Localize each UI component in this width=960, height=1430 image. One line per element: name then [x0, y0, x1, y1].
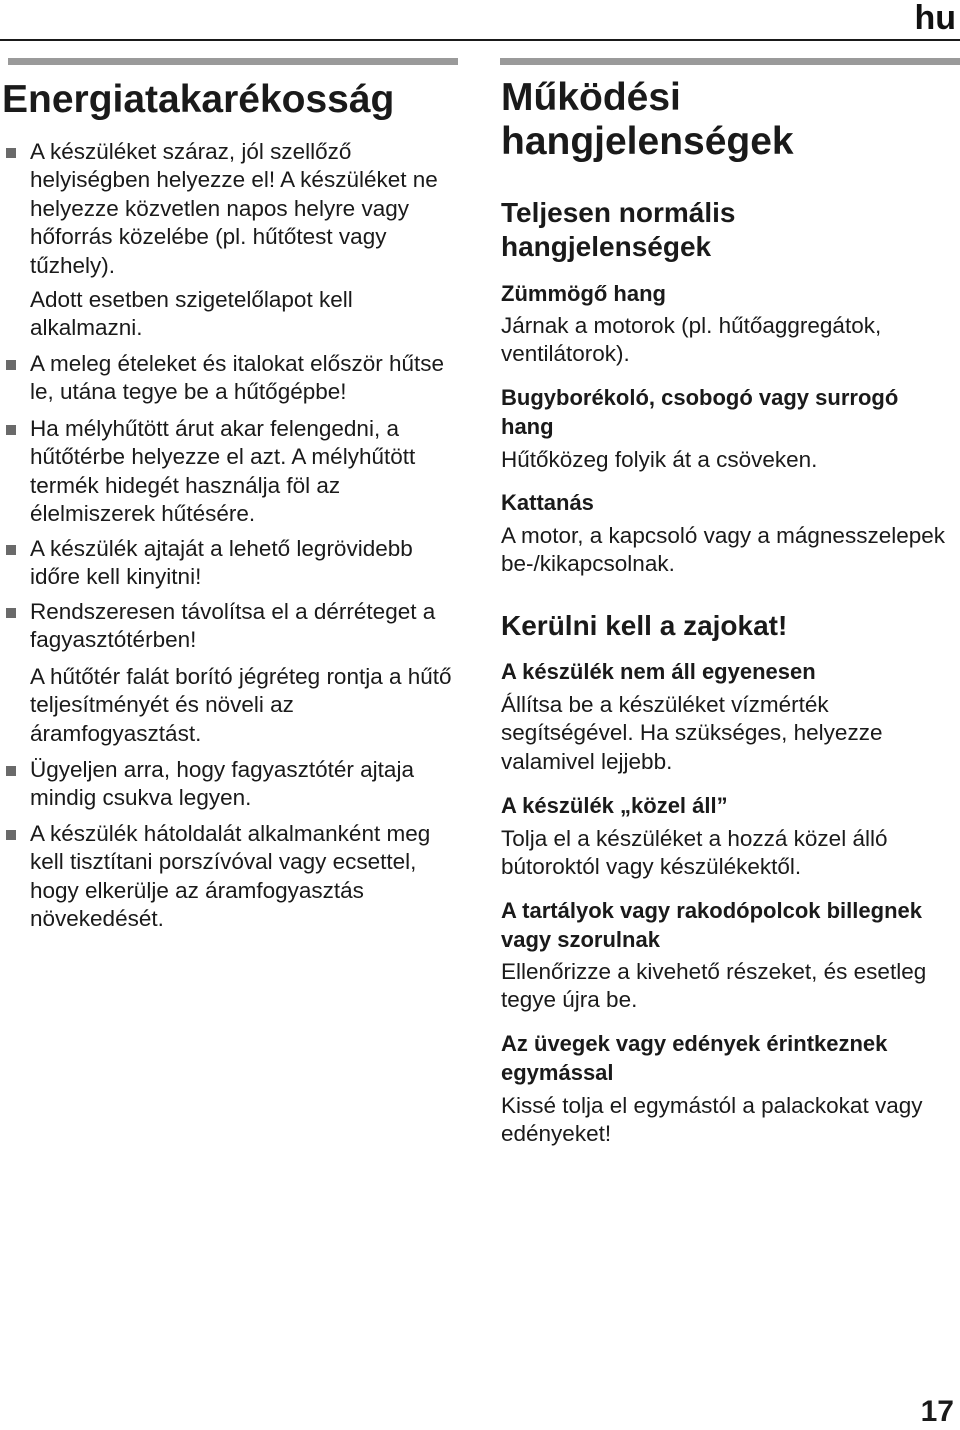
- subsection-title-normal: Teljesen normális hangjelenségek: [501, 197, 736, 262]
- list-item: A készülék ajtaját a lehető legrövidebb időre kell kinyitni!: [30, 536, 413, 590]
- list-item: Ügyeljen arra, hogy fagyasztótér ajtaja mindig csukva legyen.: [30, 757, 414, 811]
- section-title-energy: Energiatakarékosság: [2, 78, 395, 121]
- entry-heading: Kattanás: [501, 490, 594, 515]
- entry-body: Ellenőrizze a kivehető részeket, és esetleg tegye újra be.: [501, 959, 927, 1013]
- list-item: Ha mélyhűtött árut akar felengedni, a hűtőtérbe helyezze el azt. A mélyhűtött termék hidegét használja föl az élelmiszerek hűtésére.: [30, 416, 416, 527]
- section-title-sounds: Működési hangjelenségek: [501, 76, 794, 163]
- entry-heading: A tartályok vagy rakodópolcok billegnek vagy szorulnak: [501, 898, 922, 952]
- subsection-title-avoid: Kerülni kell a zajokat!: [501, 610, 788, 641]
- bullet-icon: [6, 148, 16, 158]
- list-item: Rendszeresen távolítsa el a dérréteget a fagyasztótérben!: [30, 599, 436, 653]
- entry-heading: Zümmögő hang: [501, 281, 666, 306]
- list-item: A készülék hátoldalát alkalmanként meg kell tisztítani porszívóval vagy ecsettel, hogy elkerülje az áramfogyasztás növekedését.: [30, 821, 431, 932]
- right-column-bar: [500, 58, 960, 65]
- bullet-icon: [6, 545, 16, 555]
- list-item-note: Adott esetben szigetelőlapot kell alkalmazni.: [30, 287, 353, 341]
- entry-body: A motor, a kapcsoló vagy a mágnesszelepek be-/kikapcsolnak.: [501, 523, 946, 577]
- bullet-icon: [6, 425, 16, 435]
- entry-body: Hűtőközeg folyik át a csöveken.: [501, 447, 818, 472]
- language-tag: hu: [914, 0, 956, 37]
- entry-heading: A készülék „közel áll”: [501, 793, 728, 818]
- entry-heading: Az üvegek vagy edények érintkeznek egymással: [501, 1031, 888, 1085]
- entry-body: Tolja el a készüléket a hozzá közel álló bútoroktól vagy készülékektől.: [501, 826, 888, 880]
- bullet-icon: [6, 360, 16, 370]
- entry-body: Állítsa be a készüléket vízmérték segítségével. Ha szükséges, helyezze valamivel lejjebb.: [501, 692, 883, 774]
- entry-body: Kissé tolja el egymástól a palackokat vagy edényeket!: [501, 1093, 923, 1147]
- bullet-icon: [6, 766, 16, 776]
- header-rule: [0, 39, 960, 41]
- list-item: A meleg ételeket és italokat először hűtse le, utána tegye be a hűtőgépbe!: [30, 351, 444, 405]
- bullet-icon: [6, 608, 16, 618]
- entry-heading: A készülék nem áll egyenesen: [501, 659, 816, 684]
- list-item: A készüléket száraz, jól szellőző helyiségben helyezze el! A készüléket ne helyezze közvetlen napos helyre vagy hőforrás közelébe (pl. hűtőtest vagy tűzhely).: [30, 139, 438, 278]
- bullet-icon: [6, 830, 16, 840]
- left-column-bar: [8, 58, 458, 65]
- list-item-note: A hűtőtér falát borító jégréteg rontja a hűtő teljesítményét és növeli az áramfogyasztást.: [30, 664, 452, 746]
- entry-body: Járnak a motorok (pl. hűtőaggregátok, ventilátorok).: [501, 313, 882, 367]
- entry-heading: Bugyborékoló, csobogó vagy surrogó hang: [501, 385, 899, 439]
- page-number: 17: [920, 1395, 954, 1428]
